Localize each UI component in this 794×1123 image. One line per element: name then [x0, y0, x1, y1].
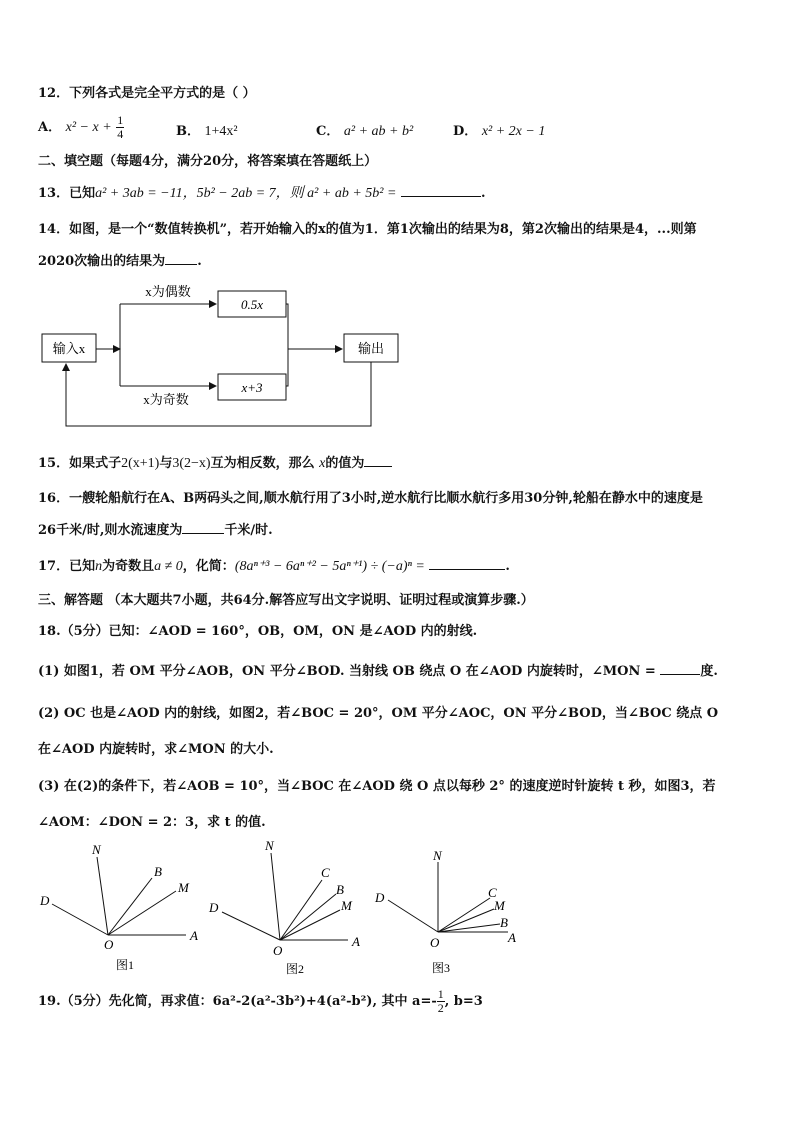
q19 [38, 988, 483, 1015]
fig1-label-b: B [154, 864, 162, 879]
q17 [38, 555, 510, 575]
fig1-label-o: O [104, 937, 114, 952]
fig2-label-o: O [273, 943, 283, 958]
q13-post: . [480, 186, 486, 201]
fig3-label-o: O [430, 935, 440, 950]
q12-a-num: 1 [117, 113, 124, 127]
fig3-label-d: D [375, 890, 385, 905]
flow-odd-op: x+3 [241, 380, 263, 395]
q15-expr-2: 3(2−x) [172, 456, 211, 471]
q18-part2-line1: (2) OC 也是∠AOD 内的射线，如图2，若∠BOC = 20°，OM 平分∠AOC，ON 平分∠BOD，当∠BOC 绕点 O [38, 706, 719, 721]
q12-a-label: A． [38, 120, 62, 135]
figure-2 [208, 838, 360, 976]
q17-mid: 为奇数且 [102, 559, 155, 574]
q14-line2: 2020次输出的结果为 . [38, 254, 202, 269]
fig3-ray-oc [438, 898, 490, 932]
q18-part1-text: (1) 如图1，若 OM 平分∠AOB，ON 平分∠BOD. 当射线 OB 绕点 O 在∠AOD 内旋转时，∠MON = [38, 664, 656, 679]
q18-part1-blank [660, 674, 700, 675]
q17-mid2: ，化简： [182, 559, 235, 574]
q12-b-label: B． [176, 124, 200, 139]
q13-pre: 13．已知 [38, 186, 96, 201]
q17-post: . [505, 559, 510, 574]
fig2-label-m: M [341, 898, 352, 913]
fig1-label-a: A [190, 928, 198, 943]
fig3-label-m: M [494, 898, 505, 913]
q19-fraction [437, 988, 445, 1015]
q12-d-math: x² + 2x − 1 [481, 124, 546, 139]
fig1-ray-om [108, 891, 176, 935]
q12-b-math: 1+4x² [204, 124, 238, 139]
figure-3 [374, 848, 516, 975]
q17-answer-blank [429, 569, 505, 570]
q12-a-den: 4 [117, 127, 124, 141]
fig3-caption: 图3 [432, 961, 451, 975]
q19-num: 1 [437, 987, 444, 1001]
q19-pre: 19.（5分）先化简，再求值：6a²-2(a²-3b²)+4(a²-b²), 其中 a=- [38, 994, 437, 1009]
q14-line1: 14．如图，是一个“数值转换机”，若开始输入的x的值为1．第1次输出的结果为8，第2次输出的结果是4，...则第 [38, 222, 697, 237]
q18-part1-end: 度. [700, 664, 718, 679]
flow-input-label: 输入x [52, 341, 86, 356]
q15-mid: 与 [159, 456, 173, 471]
fig2-ray-ob [280, 894, 336, 940]
fig2-label-n: N [265, 838, 274, 853]
q16-line2a: 26千米/时,则水流速度为 [38, 523, 183, 538]
q15-post1: 互为相反数，那么 [210, 456, 315, 471]
q14-line2-text: 2020次输出的结果为 [38, 254, 166, 269]
q16-line2 [38, 519, 273, 538]
fig2-ray-om [280, 910, 340, 940]
fig1-ray-ob [108, 878, 152, 935]
q16-answer-blank [182, 533, 224, 534]
fig1-label-n: N [92, 842, 101, 857]
fig2-label-c: C [321, 865, 330, 880]
fig1-label-m: M [178, 880, 189, 895]
flow-odd-label: x为奇数 [143, 392, 189, 407]
fig3-ray-od [388, 900, 438, 932]
q13-math: a² + 3ab = −11，5b² − 2ab = 7，则 a² + ab + 5b² = [95, 186, 397, 201]
q19-den: 2 [437, 1001, 444, 1015]
fig2-caption: 图2 [286, 962, 305, 976]
fig2-ray-od [222, 912, 280, 940]
q17-condition: a ≠ 0 [154, 559, 183, 574]
q12-d-label: D． [453, 124, 478, 139]
q18-part3-line1: (3) 在(2)的条件下，若∠AOB = 10°，当∠BOC 在∠AOD 绕 O 点以每秒 2° 的速度逆时针旋转 t 秒，如图3，若 [38, 779, 716, 794]
q17-pre: 17．已知 [38, 559, 96, 574]
q19-post: , b=3 [444, 994, 483, 1009]
q12-c-math: a² + ab + b² [343, 124, 414, 139]
fig2-label-b: B [336, 882, 344, 897]
q15-expr-1: 2(x+1) [121, 456, 160, 471]
fig3-label-b: B [500, 915, 508, 930]
q17-expression: (8aⁿ⁺³ − 6aⁿ⁺² − 5aⁿ⁺¹) ÷ (−a)ⁿ = [234, 559, 425, 574]
fig1-label-d: D [40, 893, 50, 908]
q15-pre: 15．如果式子 [38, 456, 122, 471]
fig3-label-c: C [488, 885, 497, 900]
q15-var-x: x [319, 456, 326, 471]
q18-part2-line2: 在∠AOD 内旋转时，求∠MON 的大小. [38, 742, 274, 757]
q12-a-math: x² − x + [65, 120, 112, 135]
q15-post2: 的值为 [325, 456, 365, 471]
fig1-caption: 图1 [116, 958, 135, 972]
fig2-ray-oc [280, 880, 322, 940]
q12-stem: 12．下列各式是完全平方式的是（ ） [38, 86, 256, 101]
q12-c-label: C． [316, 124, 340, 139]
q17-var-n: n [95, 559, 103, 574]
flow-even-label: x为偶数 [145, 284, 191, 299]
q18-stem: 18.（5分）已知：∠AOD = 160°，OB，OM，ON 是∠AOD 内的射线. [38, 624, 478, 639]
section-2-heading: 二、填空题（每题4分，满分20分，将答案填在答题纸上） [38, 154, 378, 169]
fig3-label-n: N [433, 848, 442, 863]
fig1-ray-od [52, 904, 108, 935]
fig1-ray-on [97, 857, 108, 935]
figure-1 [39, 842, 198, 972]
fig3-label-a: A [508, 930, 516, 945]
q16-line2b: 千米/时. [224, 523, 273, 538]
q15 [38, 452, 392, 472]
fig2-ray-on [271, 853, 280, 940]
fig2-label-a: A [352, 934, 360, 949]
flow-output-label: 输出 [357, 341, 385, 356]
section-3-heading: 三、解答题 （本大题共7小题，共64分.解答应写出文字说明、证明过程或演算步骤.） [38, 593, 534, 608]
q18-part3-line2: ∠AOM：∠DON = 2：3，求 t 的值. [38, 815, 266, 830]
flow-even-op: 0.5x [240, 297, 264, 312]
q16-line1: 16．一艘轮船航行在A、B两码头之间,顺水航行用了3小时,逆水航行比顺水航行多用30分钟,轮船在静水中的速度是 [38, 491, 703, 506]
q18-part1 [38, 660, 718, 679]
q15-answer-blank [364, 466, 392, 467]
fig2-label-d: D [209, 900, 219, 915]
